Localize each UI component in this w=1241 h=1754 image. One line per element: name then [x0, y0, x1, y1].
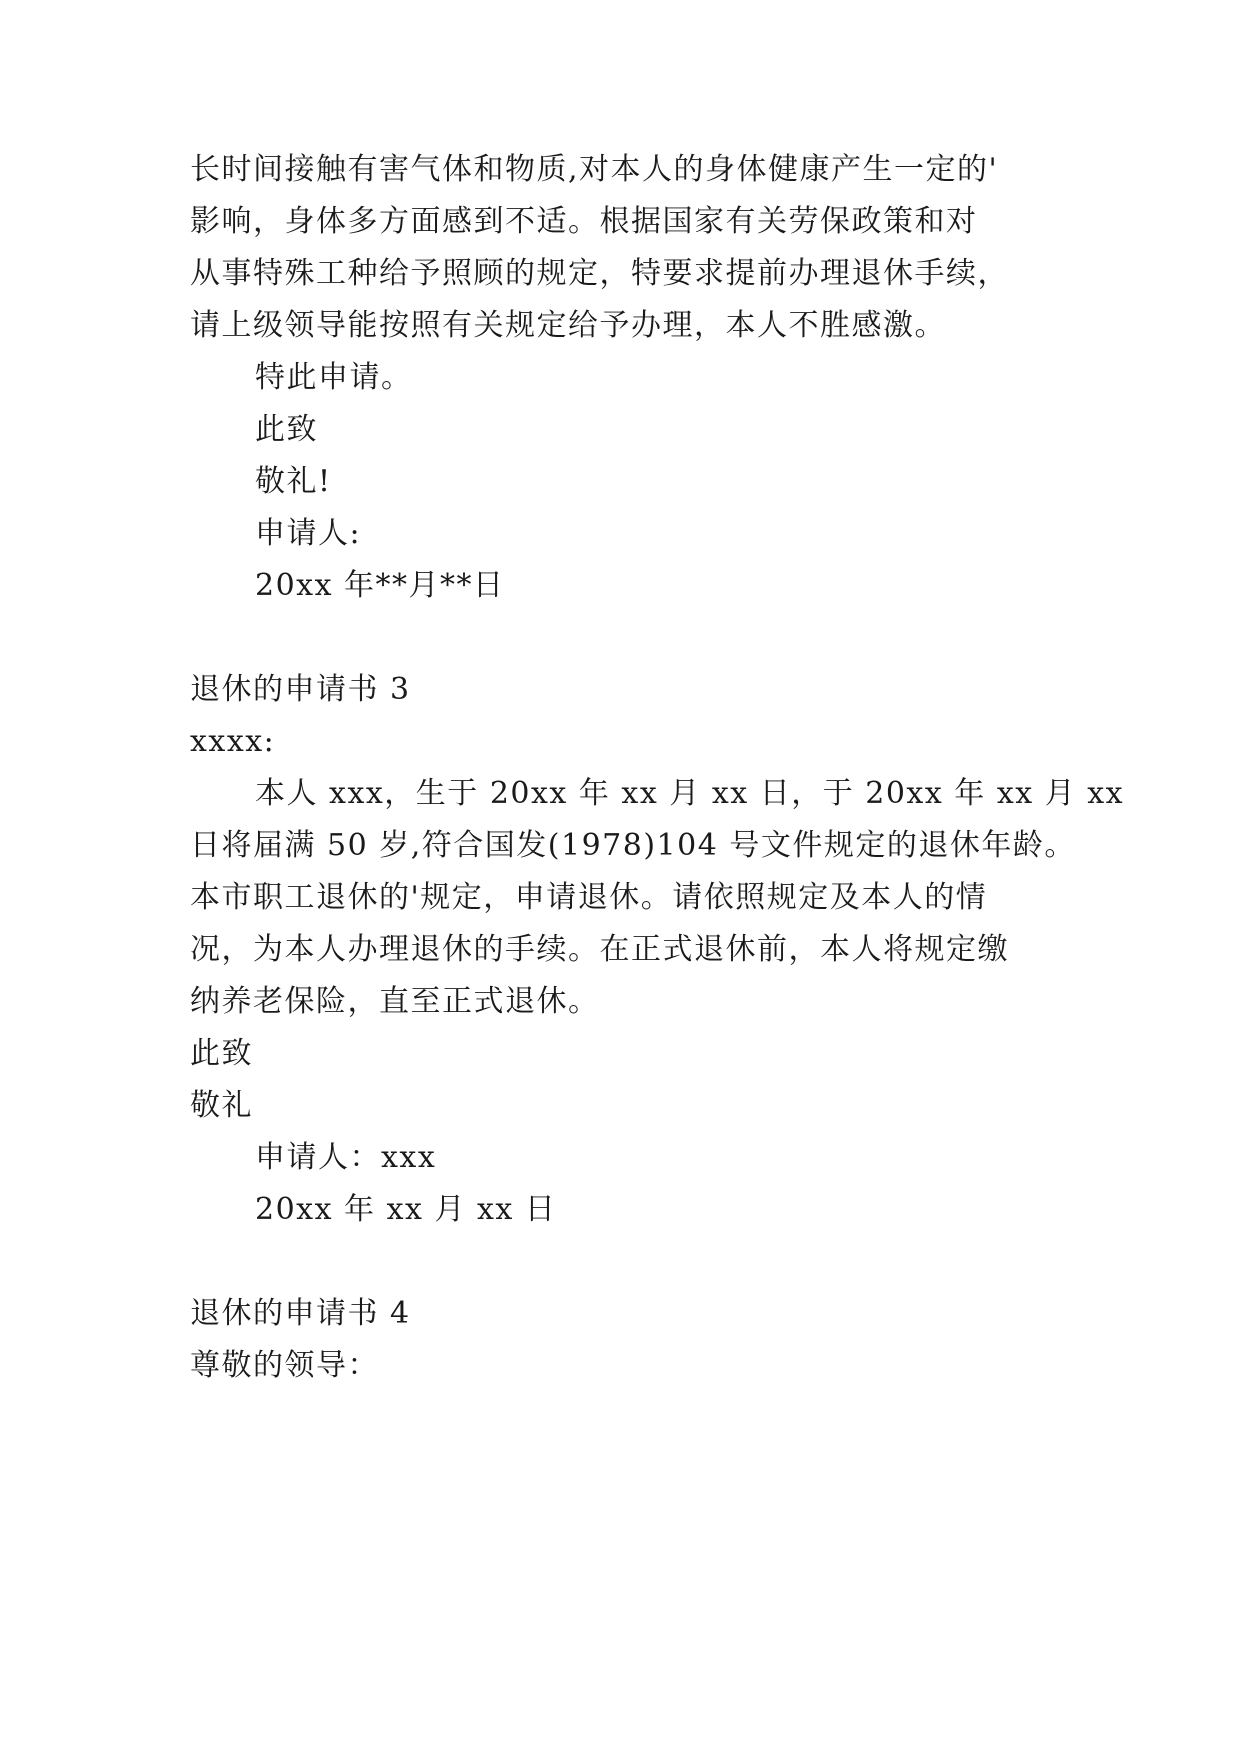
salutation: 尊敬的领导：: [190, 1348, 379, 1383]
date-line: 20xx 年**月**日: [255, 568, 505, 603]
body-line: 长时间接触有害气体和物质,对本人的身体健康产生一定的': [190, 152, 999, 187]
closing-greeting: 此致: [255, 412, 318, 447]
body-line: 纳养老保险，直至正式退休。: [190, 984, 600, 1019]
closing-greeting: 敬礼: [190, 1088, 253, 1123]
signature-line: 申请人：xxx: [255, 1140, 437, 1175]
closing-greeting: 敬礼!: [255, 464, 332, 499]
body-line: 请上级领导能按照有关规定给予办理，本人不胜感激。: [190, 308, 946, 343]
signature-label: 申请人:: [255, 516, 362, 551]
closing-greeting: 此致: [190, 1036, 253, 1071]
section-title: 退休的申请书 3: [190, 672, 411, 707]
closing-request: 特此申请。: [255, 360, 413, 395]
section-title: 退休的申请书 4: [190, 1296, 411, 1331]
body-line: 日将届满 50 岁,符合国发(1978)104 号文件规定的退休年龄。: [190, 828, 1076, 863]
body-line: 本人 xxx，生于 20xx 年 xx 月 xx 日，于 20xx 年 xx 月 xx: [255, 776, 1125, 811]
date-line: 20xx 年 xx 月 xx 日: [255, 1192, 557, 1227]
salutation: xxxx:: [190, 724, 276, 759]
body-line: 本市职工退休的'规定，申请退休。请依照规定及本人的情: [190, 880, 988, 915]
body-line: 况，为本人办理退休的手续。在正式退休前，本人将规定缴: [190, 932, 1009, 967]
body-line: 从事特殊工种给予照顾的规定，特要求提前办理退休手续，: [190, 256, 1009, 291]
body-line: 影响，身体多方面感到不适。根据国家有关劳保政策和对: [190, 204, 978, 239]
